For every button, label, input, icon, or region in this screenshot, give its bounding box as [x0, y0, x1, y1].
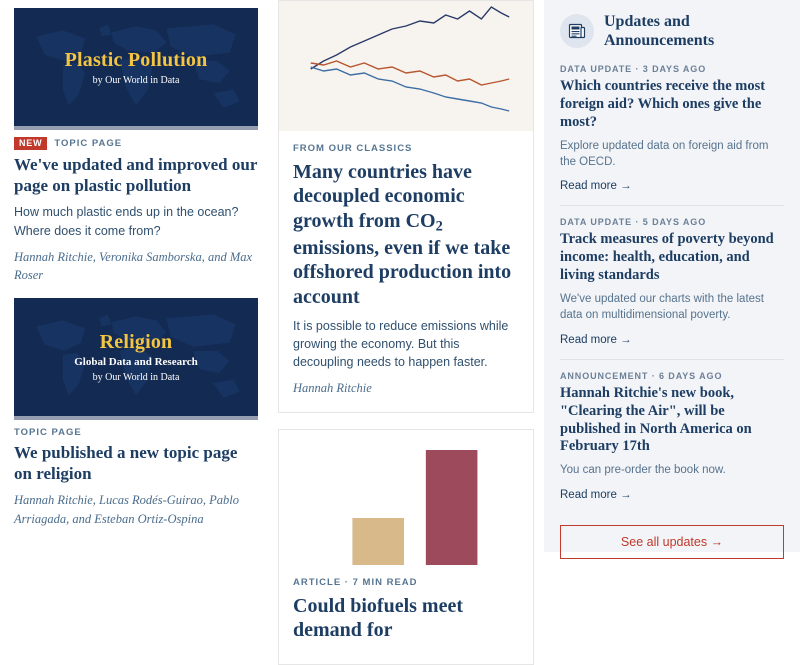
update-kicker: DATA UPDATE · 5 DAYS AGO — [560, 217, 707, 228]
update-item[interactable] — [560, 217, 784, 359]
update-item[interactable] — [560, 371, 784, 514]
update-title[interactable]: Track measures of poverty beyond income: health, education, and living standards — [560, 231, 774, 284]
card-body — [279, 143, 533, 398]
thumbnail-subtitle: by Our World in Data — [92, 371, 180, 383]
card-headline[interactable]: We've updated and improved our page on plastic pollution — [14, 155, 258, 195]
card-excerpt: How much plastic ends up in the ocean? Where does it come from? — [14, 205, 239, 238]
update-text: We've updated our charts with the latest data on multidimensional poverty. — [560, 293, 764, 322]
thumbnail-subtitle: by Our World in Data — [92, 74, 180, 86]
update-title[interactable]: Hannah Ritchie's new book, "Clearing the Air", will be published in North America on February 17th — [560, 384, 752, 455]
card-kicker: TOPIC PAGE — [14, 426, 82, 438]
card-decoupling[interactable] — [278, 0, 534, 413]
thumbnail-title: Religion — [99, 330, 173, 353]
card-headline[interactable]: Could biofuels meet demand for — [293, 594, 463, 641]
read-more-link[interactable]: Read more → — [560, 180, 632, 193]
card-headline[interactable]: We published a new topic page on religion — [14, 442, 238, 483]
left-column — [0, 0, 268, 552]
thumbnail-title: Plastic Pollution — [64, 48, 208, 71]
card-headline[interactable] — [293, 160, 519, 309]
middle-column — [268, 0, 544, 641]
card-byline: Hannah Ritchie — [293, 381, 372, 396]
card-byline: Hannah Ritchie, Veronika Samborska, and Max Roser — [14, 249, 253, 282]
see-all-updates-button[interactable]: See all updates → — [560, 525, 784, 559]
card-excerpt: It is possible to reduce emissions while growing the economy. But this decoupling needs to happen faster. — [293, 319, 509, 370]
update-item[interactable] — [560, 64, 784, 206]
read-more-link[interactable]: Read more → — [560, 333, 632, 346]
updates-sidebar — [544, 0, 800, 552]
kicker-row — [14, 137, 258, 150]
card-kicker: TOPIC PAGE — [54, 138, 123, 149]
thumbnail-plastic-pollution[interactable] — [14, 8, 258, 126]
update-kicker: ANNOUNCEMENT · 6 DAYS AGO — [560, 370, 723, 381]
card-biofuels[interactable] — [278, 429, 534, 665]
card-plastic-pollution[interactable] — [14, 8, 258, 284]
updates-title: Updates and Announcements — [604, 13, 715, 50]
card-byline: Hannah Ritchie, Lucas Rodés-Guirao, Pablo Arriagada, and Esteban Ortiz-Ospina — [14, 493, 239, 526]
card-religion[interactable] — [14, 298, 258, 528]
update-kicker: DATA UPDATE · 3 DAYS AGO — [560, 64, 707, 75]
bar-chart-icon — [279, 430, 533, 565]
figure-decoupling-chart — [279, 1, 533, 131]
newspaper-icon — [560, 14, 594, 48]
thumbnail-religion[interactable] — [14, 298, 258, 416]
thumbnail-subtitle-main: Global Data and Research — [74, 355, 198, 368]
headline-part1: Many countries have decoupled economic growth from CO — [293, 161, 472, 232]
headline-subscript: 2 — [435, 218, 443, 235]
kicker-row — [14, 427, 258, 438]
update-text: Explore updated data on foreign aid from the OECD. — [560, 140, 769, 169]
updates-header — [560, 12, 784, 50]
line-chart-icon — [279, 1, 533, 131]
read-more-link[interactable]: Read more → — [560, 488, 632, 501]
update-title[interactable]: Which countries receive the most foreign aid? Which ones give the most? — [560, 78, 766, 131]
newspaper-glyph — [567, 21, 587, 41]
figure-biofuels-chart — [279, 430, 533, 565]
update-text: You can pre-order the book now. — [560, 464, 726, 477]
headline-part2: emissions, even if we take offshored production into account — [293, 236, 512, 308]
card-kicker: FROM OUR CLASSICS — [293, 143, 413, 154]
card-kicker: ARTICLE · 7 MIN READ — [293, 576, 418, 588]
card-body — [279, 577, 533, 643]
new-badge: NEW — [14, 137, 47, 150]
